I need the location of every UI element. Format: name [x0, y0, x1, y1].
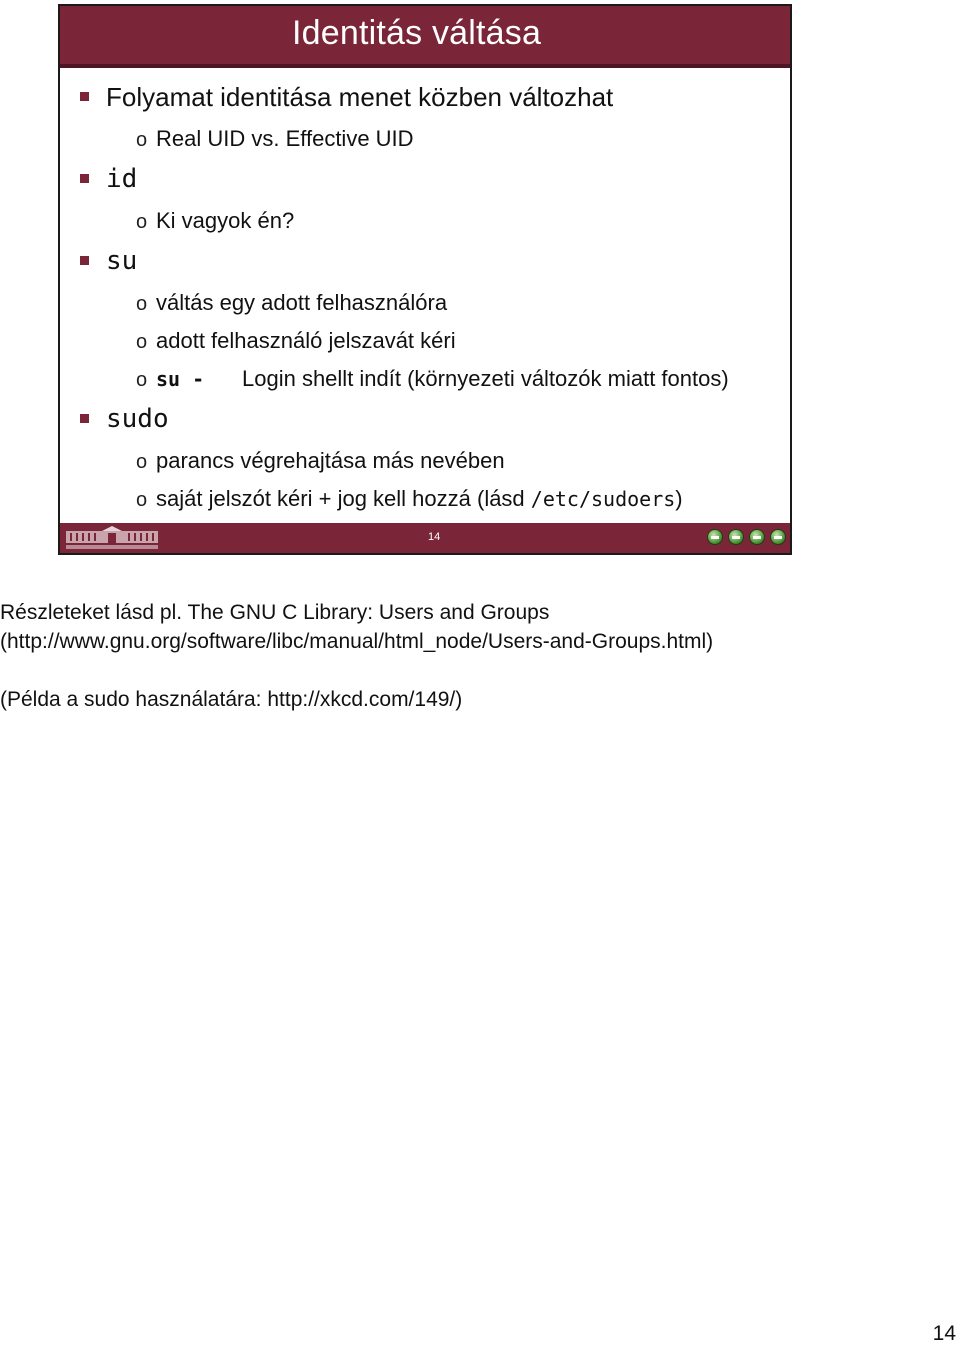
ftsrg-logo-icon-3 [749, 529, 765, 545]
footer-icons [702, 529, 786, 547]
su-dash-code: su - [156, 367, 205, 391]
sub-bullet [136, 448, 505, 474]
notes-spacer [0, 656, 713, 685]
slide-number: 14 [428, 531, 441, 543]
bullet-code: sudo [106, 404, 169, 434]
sudoers-path: /etc/sudoers [530, 487, 676, 511]
notes-line: Részleteket lásd pl. The GNU C Library: Users and Groups [0, 601, 550, 624]
circle-bullet-icon: o [136, 331, 148, 353]
slide-title: Identitás váltása [292, 14, 542, 52]
sub-bullet [136, 366, 729, 392]
university-building-logo-icon [64, 525, 160, 551]
circle-bullet-icon: o [136, 451, 148, 473]
sub-bullet [136, 126, 414, 152]
sub-bullet-text: saját jelszót kéri + jog kell hozzá (lásd [156, 486, 531, 511]
bullet-square-icon [80, 414, 89, 423]
bullet-square-icon [80, 174, 89, 183]
page-number: 14 [932, 1322, 956, 1345]
circle-bullet-icon: o [136, 129, 148, 151]
slide [58, 4, 792, 555]
slide-header [60, 6, 790, 68]
sub-bullet-text: váltás egy adott felhasználóra [156, 290, 448, 315]
circle-bullet-icon: o [136, 211, 148, 233]
slide-footer [60, 523, 790, 553]
sub-bullet-text: Ki vagyok én? [156, 208, 295, 233]
slide-body [60, 68, 790, 521]
bullet-square-icon [80, 256, 89, 265]
sub-bullet-text: Real UID vs. Effective UID [156, 126, 414, 151]
bullet-text: Folyamat identitása menet közben változhat [106, 82, 614, 112]
sub-bullet-text: adott felhasználó jelszavát kéri [156, 328, 456, 353]
sub-bullet [136, 208, 294, 234]
bullet-square-icon [80, 92, 89, 101]
bullet-code: su [106, 246, 138, 276]
bullet-code: id [106, 164, 138, 194]
sub-bullet [136, 290, 447, 316]
ftsrg-logo-icon-1 [707, 529, 723, 545]
notes-link[interactable]: (http://www.gnu.org/software/libc/manual/html_node/Users-and-Groups.html) [0, 630, 714, 653]
speaker-notes [0, 598, 713, 714]
ftsrg-logo-icon-2 [728, 529, 744, 545]
sub-bullet-text: Login shellt indít (környezeti változók miatt fontos) [242, 366, 729, 391]
notes-line: (Példa a sudo használatára: http://xkcd.com/149/) [0, 688, 463, 711]
circle-bullet-icon: o [136, 489, 148, 511]
circle-bullet-icon: o [136, 369, 148, 391]
ftsrg-logo-icon-4 [770, 529, 786, 545]
sub-bullet [136, 486, 683, 512]
sub-bullet-text: ) [675, 486, 683, 511]
circle-bullet-icon: o [136, 293, 148, 315]
sub-bullet-text: parancs végrehajtása más nevében [156, 448, 505, 473]
sub-bullet [136, 328, 456, 354]
